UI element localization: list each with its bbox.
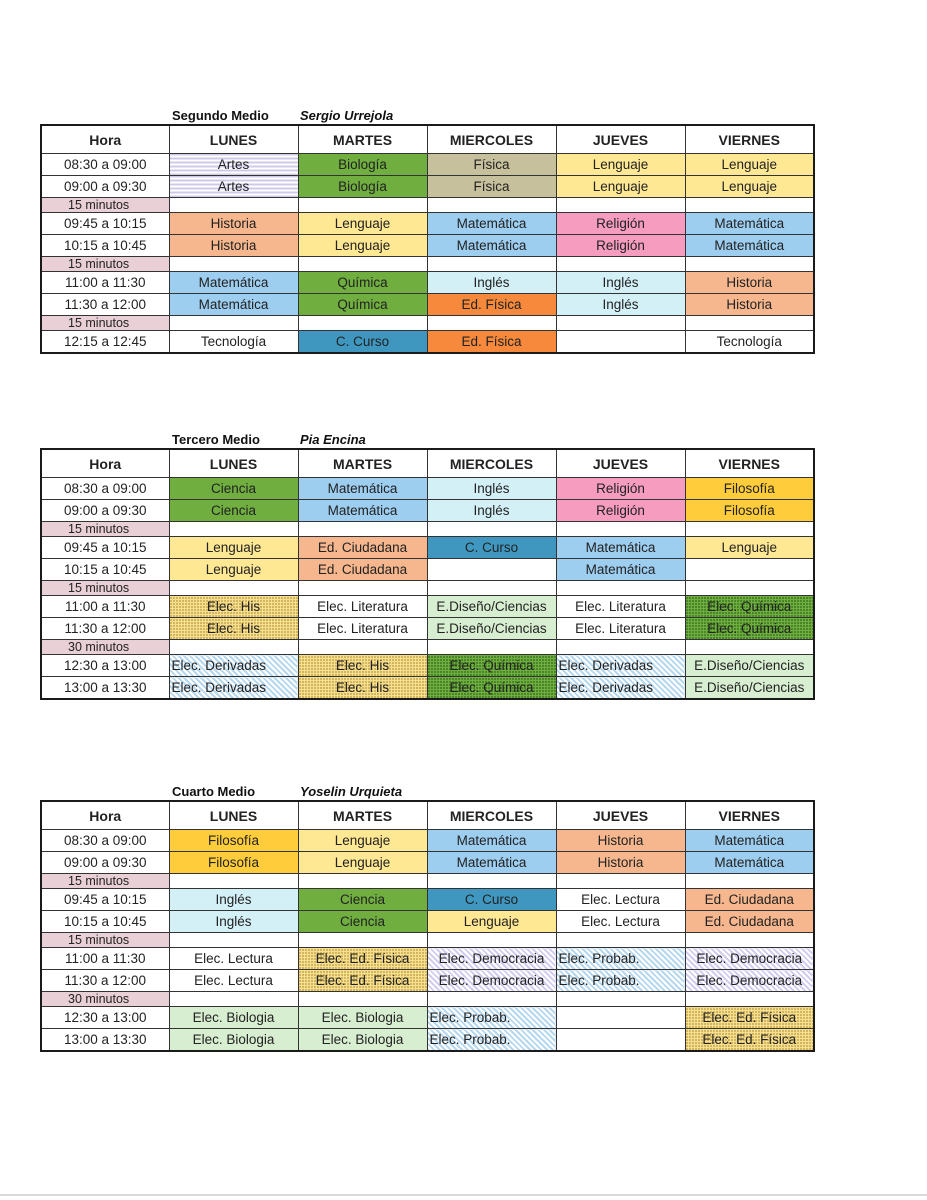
header-hora: Hora — [41, 125, 169, 154]
break-row — [41, 640, 814, 655]
time-label: 12:15 a 12:45 — [41, 331, 169, 354]
header-viernes: VIERNES — [685, 449, 814, 478]
break-cell — [169, 992, 298, 1007]
subject-cell-viernes: E.Diseño/Ciencias — [685, 677, 814, 700]
subject-cell-martes: Elec. Literatura — [298, 618, 427, 640]
subject-cell-viernes: Tecnología — [685, 331, 814, 354]
time-label: 09:45 a 10:15 — [41, 537, 169, 559]
subject-cell-viernes: Ed. Ciudadana — [685, 911, 814, 933]
time-slot-row — [41, 154, 814, 176]
subject-cell-miercoles: Ed. Física — [427, 331, 556, 354]
time-label: 08:30 a 09:00 — [41, 830, 169, 852]
break-cell — [427, 874, 556, 889]
time-slot-row — [41, 830, 814, 852]
subject-cell-martes: C. Curso — [298, 331, 427, 354]
subject-cell-martes: Elec. Literatura — [298, 596, 427, 618]
subject-cell-viernes: Historia — [685, 294, 814, 316]
time-slot-row — [41, 911, 814, 933]
break-cell — [556, 874, 685, 889]
time-slot-row — [41, 970, 814, 992]
subject-cell-lunes: Artes — [169, 154, 298, 176]
subject-cell-lunes: Tecnología — [169, 331, 298, 354]
subject-cell-jueves: Lenguaje — [556, 154, 685, 176]
break-cell — [427, 992, 556, 1007]
schedule-caption — [40, 432, 814, 448]
subject-cell-martes: Lenguaje — [298, 830, 427, 852]
time-label: 11:30 a 12:00 — [41, 618, 169, 640]
break-cell — [556, 933, 685, 948]
time-slot-row — [41, 272, 814, 294]
break-label: 15 minutos — [41, 933, 169, 948]
subject-cell-jueves: Lenguaje — [556, 176, 685, 198]
subject-cell-jueves: Elec. Derivadas — [556, 655, 685, 677]
subject-cell-viernes: Matemática — [685, 213, 814, 235]
break-label: 15 minutos — [41, 198, 169, 213]
subject-cell-jueves — [556, 331, 685, 354]
subject-cell-jueves: Elec. Probab. — [556, 948, 685, 970]
subject-cell-viernes: Filosofía — [685, 478, 814, 500]
time-slot-row — [41, 1007, 814, 1029]
subject-cell-miercoles: Inglés — [427, 272, 556, 294]
time-label: 09:00 a 09:30 — [41, 176, 169, 198]
grade-title: Tercero Medio — [172, 432, 260, 447]
break-cell — [685, 992, 814, 1007]
subject-cell-jueves — [556, 1007, 685, 1029]
break-cell — [556, 257, 685, 272]
break-cell — [556, 522, 685, 537]
time-label: 11:30 a 12:00 — [41, 970, 169, 992]
subject-cell-miercoles: Elec. Probab. — [427, 1007, 556, 1029]
break-cell — [685, 874, 814, 889]
break-cell — [298, 522, 427, 537]
subject-cell-martes: Lenguaje — [298, 235, 427, 257]
time-label: 12:30 a 13:00 — [41, 1007, 169, 1029]
subject-cell-viernes: Elec. Democracia — [685, 948, 814, 970]
subject-cell-martes: Elec. Ed. Física — [298, 948, 427, 970]
subject-cell-martes: Ciencia — [298, 889, 427, 911]
subject-cell-miercoles: Matemática — [427, 213, 556, 235]
subject-cell-viernes — [685, 559, 814, 581]
grade-title: Cuarto Medio — [172, 784, 256, 799]
break-cell — [556, 316, 685, 331]
subject-cell-miercoles: C. Curso — [427, 889, 556, 911]
time-slot-row — [41, 537, 814, 559]
time-label: 09:45 a 10:15 — [41, 889, 169, 911]
subject-cell-viernes: Elec. Democracia — [685, 970, 814, 992]
subject-cell-miercoles: Física — [427, 154, 556, 176]
subject-cell-viernes: Filosofía — [685, 500, 814, 522]
subject-cell-miercoles: Elec. Química — [427, 655, 556, 677]
break-cell — [169, 640, 298, 655]
subject-cell-jueves: Historia — [556, 830, 685, 852]
time-slot-row — [41, 677, 814, 700]
teacher-name: Yoselin Urquieta — [300, 784, 403, 799]
subject-cell-lunes: Elec. Lectura — [169, 970, 298, 992]
subject-cell-miercoles: Elec. Probab. — [427, 1029, 556, 1052]
break-row — [41, 933, 814, 948]
break-cell — [298, 257, 427, 272]
subject-cell-jueves: Matemática — [556, 559, 685, 581]
header-viernes: VIERNES — [685, 801, 814, 830]
subject-cell-martes: Elec. Biologia — [298, 1007, 427, 1029]
subject-cell-viernes: Historia — [685, 272, 814, 294]
header-lunes: LUNES — [169, 801, 298, 830]
subject-cell-lunes: Elec. His — [169, 596, 298, 618]
time-label: 10:15 a 10:45 — [41, 559, 169, 581]
time-label: 10:15 a 10:45 — [41, 911, 169, 933]
subject-cell-martes: Lenguaje — [298, 852, 427, 874]
time-slot-row — [41, 500, 814, 522]
time-label: 10:15 a 10:45 — [41, 235, 169, 257]
subject-cell-miercoles: Elec. Democracia — [427, 970, 556, 992]
time-label: 11:00 a 11:30 — [41, 272, 169, 294]
subject-cell-miercoles — [427, 559, 556, 581]
header-viernes: VIERNES — [685, 125, 814, 154]
subject-cell-jueves: Elec. Probab. — [556, 970, 685, 992]
subject-cell-lunes: Artes — [169, 176, 298, 198]
break-cell — [556, 198, 685, 213]
header-hora: Hora — [41, 449, 169, 478]
subject-cell-jueves: Matemática — [556, 537, 685, 559]
subject-cell-jueves: Elec. Lectura — [556, 911, 685, 933]
break-label: 30 minutos — [41, 640, 169, 655]
time-slot-row — [41, 618, 814, 640]
subject-cell-viernes: E.Diseño/Ciencias — [685, 655, 814, 677]
subject-cell-jueves: Historia — [556, 852, 685, 874]
subject-cell-lunes: Inglés — [169, 911, 298, 933]
time-label: 13:00 a 13:30 — [41, 677, 169, 700]
subject-cell-jueves — [556, 1029, 685, 1052]
break-cell — [169, 581, 298, 596]
subject-cell-jueves: Inglés — [556, 272, 685, 294]
header-miercoles: MIERCOLES — [427, 801, 556, 830]
header-row — [41, 801, 814, 830]
header-row — [41, 125, 814, 154]
subject-cell-viernes: Matemática — [685, 235, 814, 257]
time-slot-row — [41, 213, 814, 235]
time-label: 09:45 a 10:15 — [41, 213, 169, 235]
time-slot-row — [41, 1029, 814, 1052]
time-slot-row — [41, 596, 814, 618]
header-miercoles: MIERCOLES — [427, 125, 556, 154]
subject-cell-lunes: Ciencia — [169, 500, 298, 522]
subject-cell-miercoles: Física — [427, 176, 556, 198]
header-jueves: JUEVES — [556, 801, 685, 830]
time-label: 09:00 a 09:30 — [41, 500, 169, 522]
grade-title: Segundo Medio — [172, 108, 269, 123]
time-slot-row — [41, 294, 814, 316]
subject-cell-lunes: Elec. Biologia — [169, 1029, 298, 1052]
break-cell — [556, 581, 685, 596]
subject-cell-viernes: Ed. Ciudadana — [685, 889, 814, 911]
subject-cell-miercoles: Matemática — [427, 830, 556, 852]
subject-cell-miercoles: Ed. Física — [427, 294, 556, 316]
subject-cell-miercoles: Elec. Democracia — [427, 948, 556, 970]
subject-cell-lunes: Elec. Derivadas — [169, 677, 298, 700]
subject-cell-martes: Matemática — [298, 478, 427, 500]
time-slot-row — [41, 655, 814, 677]
subject-cell-viernes: Matemática — [685, 852, 814, 874]
break-cell — [169, 198, 298, 213]
header-row — [41, 449, 814, 478]
break-cell — [427, 257, 556, 272]
subject-cell-viernes: Elec. Química — [685, 596, 814, 618]
subject-cell-lunes: Elec. His — [169, 618, 298, 640]
subject-cell-miercoles: C. Curso — [427, 537, 556, 559]
break-cell — [298, 581, 427, 596]
time-slot-row — [41, 852, 814, 874]
break-label: 15 minutos — [41, 581, 169, 596]
header-martes: MARTES — [298, 801, 427, 830]
subject-cell-miercoles: Inglés — [427, 478, 556, 500]
header-lunes: LUNES — [169, 449, 298, 478]
time-label: 11:30 a 12:00 — [41, 294, 169, 316]
schedule-cuarto-medio — [40, 784, 814, 1052]
header-jueves: JUEVES — [556, 449, 685, 478]
schedule-segundo-medio — [40, 108, 814, 354]
time-label: 08:30 a 09:00 — [41, 478, 169, 500]
subject-cell-jueves: Religión — [556, 213, 685, 235]
teacher-name: Pia Encina — [300, 432, 366, 447]
subject-cell-lunes: Filosofía — [169, 830, 298, 852]
header-miercoles: MIERCOLES — [427, 449, 556, 478]
time-label: 11:00 a 11:30 — [41, 596, 169, 618]
break-label: 15 minutos — [41, 257, 169, 272]
break-cell — [685, 933, 814, 948]
subject-cell-lunes: Historia — [169, 213, 298, 235]
subject-cell-miercoles: Matemática — [427, 852, 556, 874]
time-label: 11:00 a 11:30 — [41, 948, 169, 970]
break-cell — [169, 316, 298, 331]
header-jueves: JUEVES — [556, 125, 685, 154]
break-row — [41, 874, 814, 889]
subject-cell-jueves: Religión — [556, 478, 685, 500]
schedule-tercero-medio — [40, 432, 814, 700]
break-cell — [298, 198, 427, 213]
time-label: 08:30 a 09:00 — [41, 154, 169, 176]
break-label: 30 minutos — [41, 992, 169, 1007]
break-cell — [427, 933, 556, 948]
teacher-name: Sergio Urrejola — [300, 108, 394, 123]
schedule-caption — [40, 784, 814, 800]
subject-cell-martes: Lenguaje — [298, 213, 427, 235]
subject-cell-lunes: Historia — [169, 235, 298, 257]
time-label: 09:00 a 09:30 — [41, 852, 169, 874]
header-martes: MARTES — [298, 449, 427, 478]
subject-cell-martes: Ciencia — [298, 911, 427, 933]
break-row — [41, 257, 814, 272]
subject-cell-jueves: Elec. Literatura — [556, 596, 685, 618]
break-cell — [556, 640, 685, 655]
break-cell — [685, 522, 814, 537]
subject-cell-miercoles: E.Diseño/Ciencias — [427, 618, 556, 640]
break-cell — [685, 198, 814, 213]
subject-cell-martes: Ed. Ciudadana — [298, 559, 427, 581]
subject-cell-martes: Química — [298, 294, 427, 316]
break-cell — [427, 581, 556, 596]
break-cell — [169, 933, 298, 948]
break-cell — [298, 874, 427, 889]
subject-cell-miercoles: Inglés — [427, 500, 556, 522]
header-martes: MARTES — [298, 125, 427, 154]
subject-cell-lunes: Filosofía — [169, 852, 298, 874]
subject-cell-miercoles: Lenguaje — [427, 911, 556, 933]
subject-cell-martes: Química — [298, 272, 427, 294]
break-cell — [685, 316, 814, 331]
subject-cell-viernes: Lenguaje — [685, 176, 814, 198]
schedule-table — [40, 124, 815, 354]
subject-cell-viernes: Matemática — [685, 830, 814, 852]
header-lunes: LUNES — [169, 125, 298, 154]
break-cell — [169, 522, 298, 537]
scan-edge-line — [0, 1194, 927, 1196]
subject-cell-jueves: Religión — [556, 500, 685, 522]
subject-cell-lunes: Lenguaje — [169, 559, 298, 581]
subject-cell-viernes: Elec. Ed. Física — [685, 1029, 814, 1052]
subject-cell-lunes: Matemática — [169, 272, 298, 294]
break-row — [41, 522, 814, 537]
break-row — [41, 992, 814, 1007]
time-label: 13:00 a 13:30 — [41, 1029, 169, 1052]
break-cell — [427, 640, 556, 655]
subject-cell-jueves: Elec. Literatura — [556, 618, 685, 640]
time-slot-row — [41, 235, 814, 257]
time-slot-row — [41, 889, 814, 911]
subject-cell-martes: Biología — [298, 176, 427, 198]
subject-cell-miercoles: Matemática — [427, 235, 556, 257]
subject-cell-martes: Elec. His — [298, 655, 427, 677]
subject-cell-martes: Elec. His — [298, 677, 427, 700]
break-cell — [298, 316, 427, 331]
break-cell — [427, 316, 556, 331]
header-hora: Hora — [41, 801, 169, 830]
subject-cell-lunes: Matemática — [169, 294, 298, 316]
break-cell — [427, 198, 556, 213]
break-row — [41, 198, 814, 213]
subject-cell-lunes: Elec. Lectura — [169, 948, 298, 970]
subject-cell-jueves: Elec. Derivadas — [556, 677, 685, 700]
break-cell — [298, 640, 427, 655]
subject-cell-lunes: Inglés — [169, 889, 298, 911]
break-label: 15 minutos — [41, 316, 169, 331]
subject-cell-viernes: Lenguaje — [685, 154, 814, 176]
subject-cell-lunes: Ciencia — [169, 478, 298, 500]
time-label: 12:30 a 13:00 — [41, 655, 169, 677]
subject-cell-viernes: Lenguaje — [685, 537, 814, 559]
schedule-caption — [40, 108, 814, 124]
break-cell — [298, 992, 427, 1007]
subject-cell-martes: Ed. Ciudadana — [298, 537, 427, 559]
break-cell — [169, 874, 298, 889]
subject-cell-jueves: Elec. Lectura — [556, 889, 685, 911]
subject-cell-miercoles: E.Diseño/Ciencias — [427, 596, 556, 618]
subject-cell-miercoles: Elec. Química — [427, 677, 556, 700]
subject-cell-lunes: Elec. Biologia — [169, 1007, 298, 1029]
break-cell — [556, 992, 685, 1007]
time-slot-row — [41, 331, 814, 354]
break-label: 15 minutos — [41, 874, 169, 889]
subject-cell-martes: Elec. Ed. Física — [298, 970, 427, 992]
break-cell — [685, 640, 814, 655]
break-row — [41, 316, 814, 331]
schedule-table — [40, 448, 815, 700]
break-cell — [685, 257, 814, 272]
break-cell — [298, 933, 427, 948]
subject-cell-viernes: Elec. Química — [685, 618, 814, 640]
time-slot-row — [41, 948, 814, 970]
subject-cell-lunes: Lenguaje — [169, 537, 298, 559]
schedule-table — [40, 800, 815, 1052]
subject-cell-martes: Elec. Biologia — [298, 1029, 427, 1052]
subject-cell-martes: Biología — [298, 154, 427, 176]
break-cell — [427, 522, 556, 537]
break-cell — [169, 257, 298, 272]
break-label: 15 minutos — [41, 522, 169, 537]
break-cell — [685, 581, 814, 596]
time-slot-row — [41, 559, 814, 581]
time-slot-row — [41, 176, 814, 198]
subject-cell-lunes: Elec. Derivadas — [169, 655, 298, 677]
subject-cell-jueves: Religión — [556, 235, 685, 257]
subject-cell-viernes: Elec. Ed. Física — [685, 1007, 814, 1029]
subject-cell-jueves: Inglés — [556, 294, 685, 316]
break-row — [41, 581, 814, 596]
time-slot-row — [41, 478, 814, 500]
subject-cell-martes: Matemática — [298, 500, 427, 522]
